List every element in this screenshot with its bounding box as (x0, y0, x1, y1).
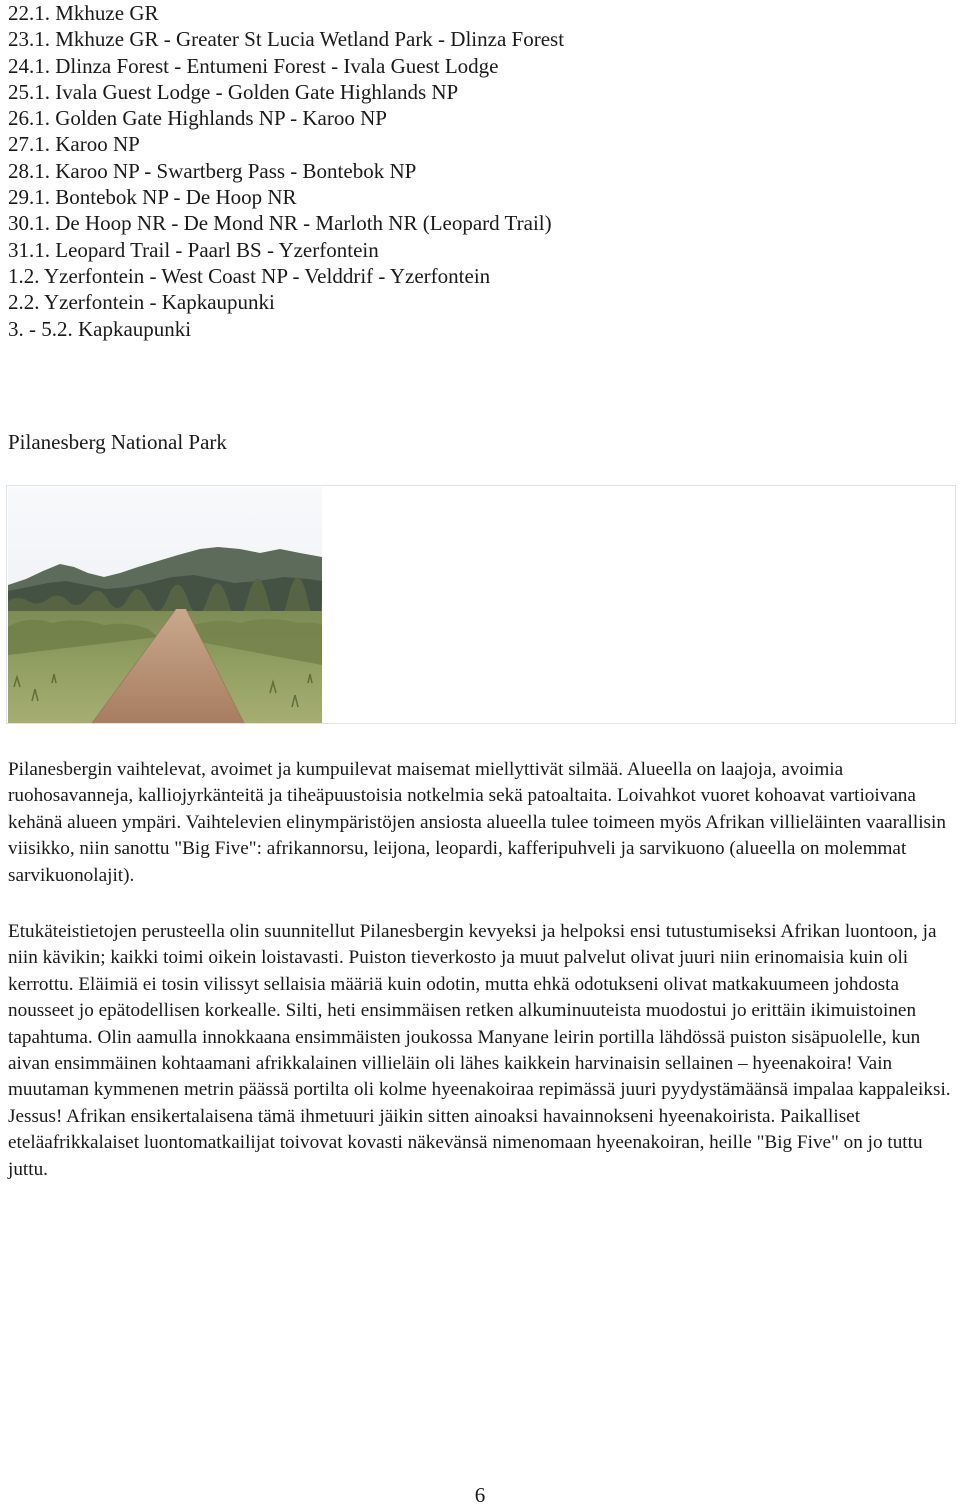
itinerary-item: 25.1. Ivala Guest Lodge - Golden Gate Highlands NP (8, 79, 459, 104)
itinerary-list (8, 0, 564, 342)
itinerary-item: 23.1. Mkhuze GR - Greater St Lucia Wetland Park - Dlinza Forest (8, 27, 565, 52)
itinerary-item: 27.1. Karoo NP (8, 132, 140, 157)
itinerary-item: 29.1. Bontebok NP - De Hoop NR (8, 185, 297, 210)
itinerary-item: 28.1. Karoo NP - Swartberg Pass - Bontebok NP (8, 158, 417, 183)
itinerary-item: 24.1. Dlinza Forest - Entumeni Forest - Ivala Guest Lodge (8, 53, 499, 78)
landscape-photo-svg (8, 487, 322, 723)
body-paragraph: Pilanesbergin vaihtelevat, avoimet ja kumpuilevat maisemat miellyttivät silmää. Alueella on laajoja, avoimia ruohosavanneja, kalliojyrkänteitä ja tiheäpuustoisia notkelmia sekä patoaltaita. Loivahkot vuoret kohoavat vartioivana kehänä alueen ympäri. Vaihtelevien elinympäristöjen ansiosta alueella tulee toimeen myös Afrikan villieläinten vaarallisin viisikko, niin sanottu "Big Five": afrikannorsu, leijona, leopardi, kafferipuhveli ja sarvikuono (alueella on molemmat sarvikuonolajit). (8, 759, 946, 886)
itinerary-item: 22.1. Mkhuze GR (8, 1, 159, 25)
itinerary-item: 30.1. De Hoop NR - De Mond NR - Marloth NR (Leopard Trail) (8, 211, 552, 236)
itinerary-item: 2.2. Yzerfontein - Kapkaupunki (8, 290, 275, 315)
itinerary-item: 3. - 5.2. Kapkaupunki (8, 316, 192, 341)
itinerary-item: 31.1. Leopard Trail - Paarl BS - Yzerfontein (8, 237, 379, 262)
body-paragraph: Etukäteistietojen perusteella olin suunnitellut Pilanesbergin kevyeksi ja helpoksi ensi tutustumiseksi Afrikan luontoon, ja niin kävikin; kaikki toimi oikein loistavasti. Puiston tieverkosto ja muut palvelut olivat juuri niin erinomaisia kuin oli kerrottu. Eläimiä ei tosin vilissyt sellaisia määriä kuin odotin, mutta ehkä odotukseni olivat matkakuumeen johdosta nousseet jo epätodellisen korkealle. Silti, heti ensimmäisen retken alkuminuuteista muodostui jo erittäin ikimuistoinen tapahtuma. Olin aamulla innokkaana ensimmäisten joukossa Manyane leirin portilla lähdössä puiston sisäpuolelle, kun aivan ensimmäinen kohtaamani afrikkalainen villieläin oli lähes kaikkein harvinaisin sellainen – hyeenakoira! Vain muutaman kymmenen metrin päässä portilta oli kolme hyeenakoiraa repimässä juuri pyydystämäänsä impalaa kappaleiksi. Jessus! Afrikan ensikertalaisena tämä ihmetuuri jäikin sitten ainoaksi havainnokseni hyeenakoirista. Paikalliset eteläafrikkalaiset luontomatkailijat toivovat kovasti näkevänsä nimenomaan hyeenakoiran, heille "Big Five" on jo tuttu juttu. (8, 921, 951, 1180)
photo-frame (6, 485, 956, 724)
itinerary-item: 1.2. Yzerfontein - West Coast NP - Velddrif - Yzerfontein (8, 263, 491, 288)
page-number: 6 (474, 1483, 486, 1507)
itinerary-item: 26.1. Golden Gate Highlands NP - Karoo NP (8, 106, 387, 131)
landscape-photo-dirt-road-icon (8, 487, 322, 723)
section-title: Pilanesberg National Park (8, 430, 227, 454)
